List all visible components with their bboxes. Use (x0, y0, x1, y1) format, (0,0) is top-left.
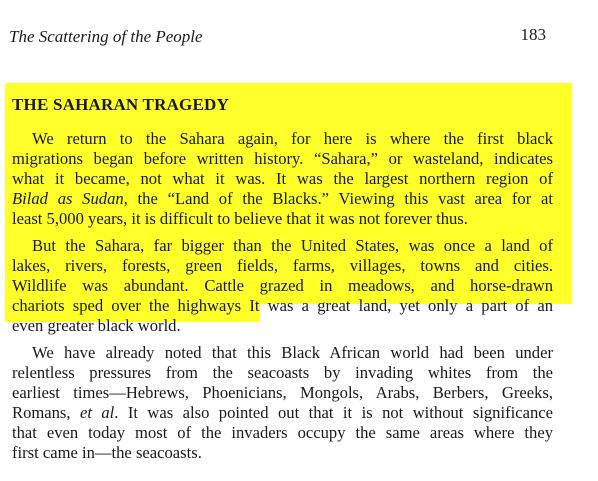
text-line (12, 169, 553, 189)
text-segment: what it became, not what it was. It was the largest northern region of (12, 169, 553, 188)
running-title: The Scattering of the People (9, 27, 203, 46)
text-segment: . It was also pointed out that it is not without significance (114, 403, 553, 422)
text-line (32, 236, 553, 256)
text-line (12, 256, 553, 276)
text-segment: even greater black world. (12, 316, 181, 335)
text-line (12, 423, 553, 443)
text-segment: chariots sped over the highways It was a great land, yet only a part of an (12, 296, 553, 315)
text-segment: We have already noted that this Black African world had been under (32, 343, 553, 362)
text-segment: earliest times—Hebrews, Phoenicians, Mongols, Arabs, Berbers, Greeks, (12, 383, 553, 402)
text-segment: But the Sahara, far bigger than the United States, was once a land of (32, 236, 553, 255)
text-line (12, 363, 553, 383)
page-number: 183 (520, 25, 546, 44)
text-line (32, 343, 553, 363)
text-line (12, 209, 553, 229)
text-line (12, 149, 553, 169)
text-segment: that even today most of the invaders occupy the same areas where they (12, 423, 553, 442)
italic-segment: Bilad as Sudan (12, 189, 124, 208)
text-line (12, 276, 553, 296)
text-segment: Romans, (12, 403, 80, 422)
text-line (12, 383, 553, 403)
text-line (12, 296, 553, 316)
italic-segment: et al (79, 403, 115, 422)
text-segment: relentless pressures from the seacoasts by invading whites from the (12, 363, 553, 382)
text-segment: lakes, rivers, forests, green fields, farms, villages, towns and cities. (12, 256, 553, 275)
text-segment: first came in—the seacoasts. (12, 443, 202, 462)
section-heading: THE SAHARAN TRAGEDY (12, 95, 229, 114)
text-segment: migrations began before written history. “Sahara,” or wasteland, indicates (12, 149, 553, 168)
text-line (12, 443, 553, 463)
text-segment: least 5,000 years, it is difficult to believe that it was not forever thus. (12, 209, 468, 228)
text-line (32, 129, 553, 149)
text-segment: We return to the Sahara again, for here is where the first black (32, 129, 553, 148)
text-line (12, 189, 553, 209)
text-segment: , the “Land of the Blacks.” Viewing this vast area for at (123, 189, 553, 208)
text-line (12, 403, 553, 423)
text-line (12, 316, 553, 336)
text-segment: Wildlife was abundant. Cattle grazed in meadows, and horse-drawn (12, 276, 553, 295)
